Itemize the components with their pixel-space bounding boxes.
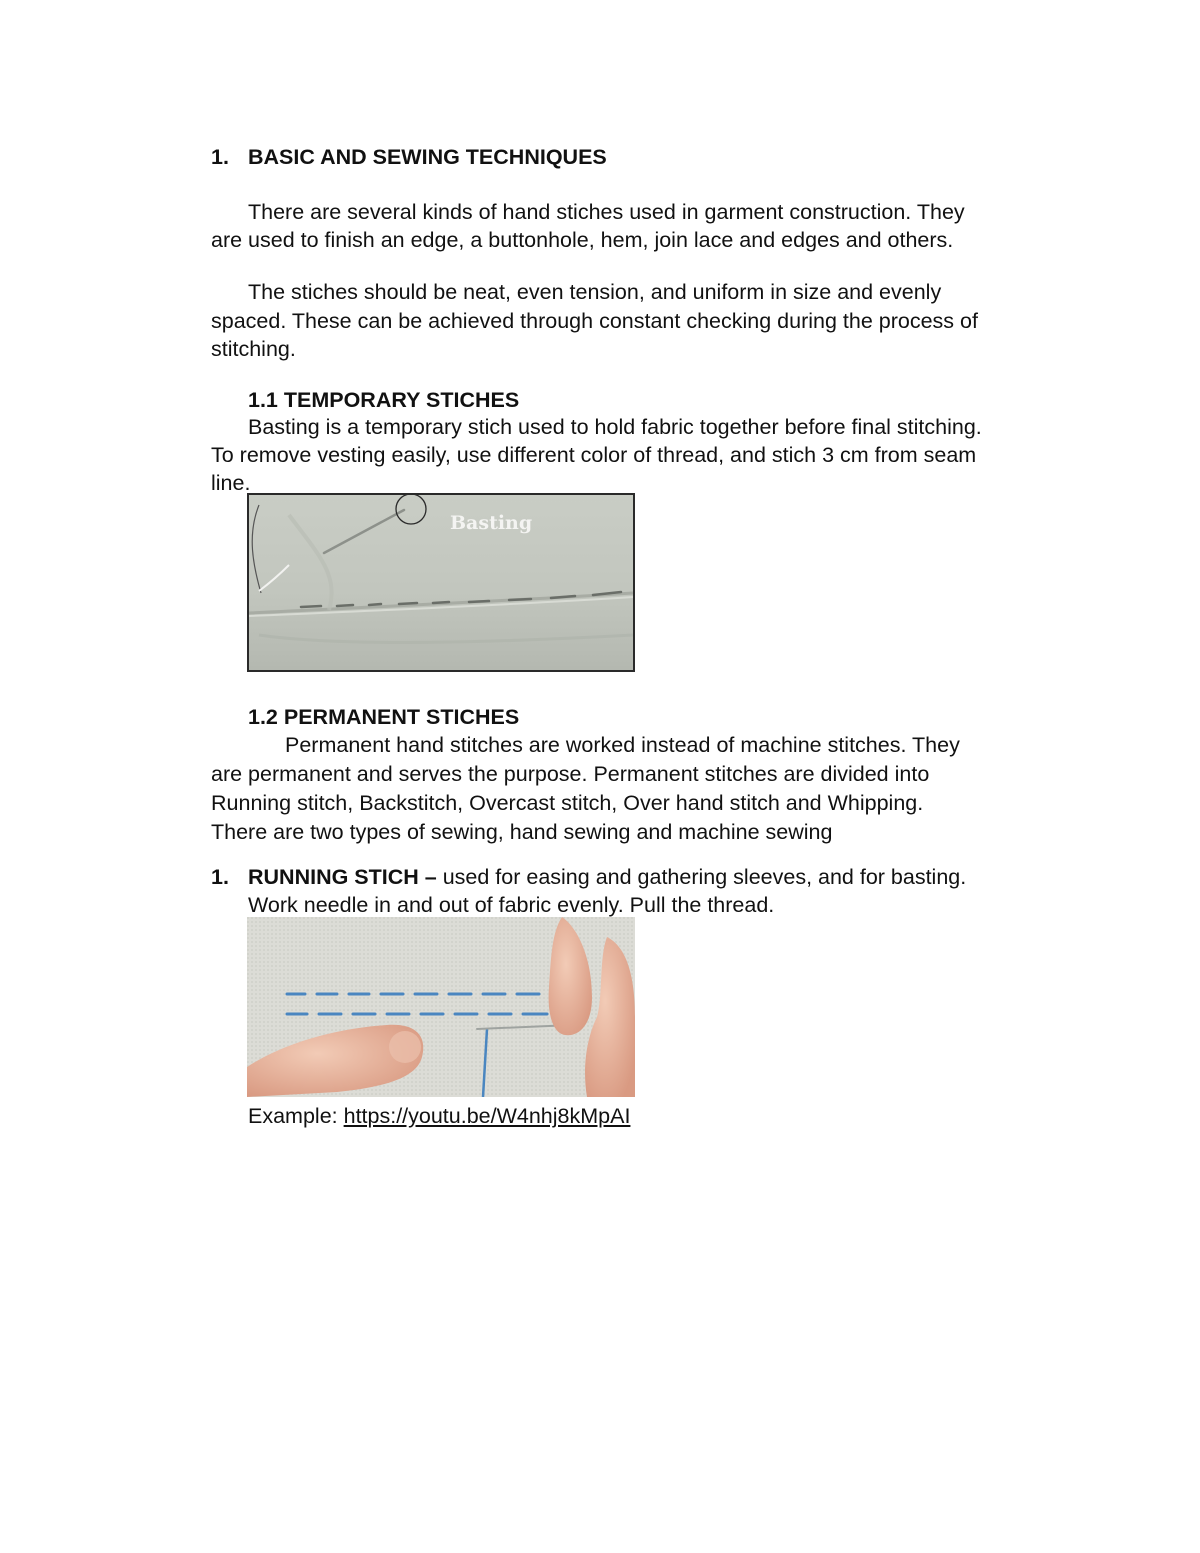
temporary-line: Basting is a temporary stich used to hold fabric together before final stitching. <box>248 415 982 439</box>
permanent-heading: 1.2 PERMANENT STICHES <box>248 705 520 729</box>
quality-line: spaced. These can be achieved through constant checking during the process of <box>211 309 978 333</box>
running-stich-line: Work needle in and out of fabric evenly. Pull the thread. <box>248 893 775 917</box>
basting-label: Basting <box>450 512 533 534</box>
quality-line: stitching. <box>211 337 296 361</box>
running-stich-title: RUNNING STICH – <box>248 865 437 889</box>
temporary-line: line. <box>211 471 251 495</box>
running-stich-desc: used for easing and gathering sleeves, and for basting. <box>436 865 967 889</box>
permanent-line: Permanent hand stitches are worked instead of machine stitches. They <box>285 733 960 757</box>
basting-image <box>247 493 635 672</box>
intro-line: There are several kinds of hand stiches used in garment construction. They <box>248 200 965 224</box>
temporary-heading: 1.1 TEMPORARY STICHES <box>248 388 520 412</box>
permanent-line: There are two types of sewing, hand sewing and machine sewing <box>211 820 833 844</box>
intro-line: are used to finish an edge, a buttonhole, hem, join lace and edges and others. <box>211 228 954 252</box>
section-title: BASIC AND SEWING TECHNIQUES <box>248 145 607 169</box>
quality-line: The stiches should be neat, even tension, and uniform in size and evenly <box>248 280 942 304</box>
running-stitch-image <box>247 917 635 1097</box>
temporary-line: To remove vesting easily, use different color of thread, and stich 3 cm from seam <box>211 443 977 467</box>
basting-illustration <box>249 495 633 670</box>
section-number: 1. <box>211 145 229 169</box>
example-line <box>248 1102 630 1130</box>
list-number: 1. <box>211 865 229 889</box>
permanent-line: are permanent and serves the purpose. Permanent stitches are divided into <box>211 762 930 786</box>
permanent-line: Running stitch, Backstitch, Overcast stitch, Over hand stitch and Whipping. <box>211 791 924 815</box>
running-stitch-illustration <box>247 917 635 1097</box>
example-label: Example: <box>248 1104 344 1128</box>
example-video-link[interactable]: https://youtu.be/W4nhj8kMpAI <box>343 1104 631 1128</box>
